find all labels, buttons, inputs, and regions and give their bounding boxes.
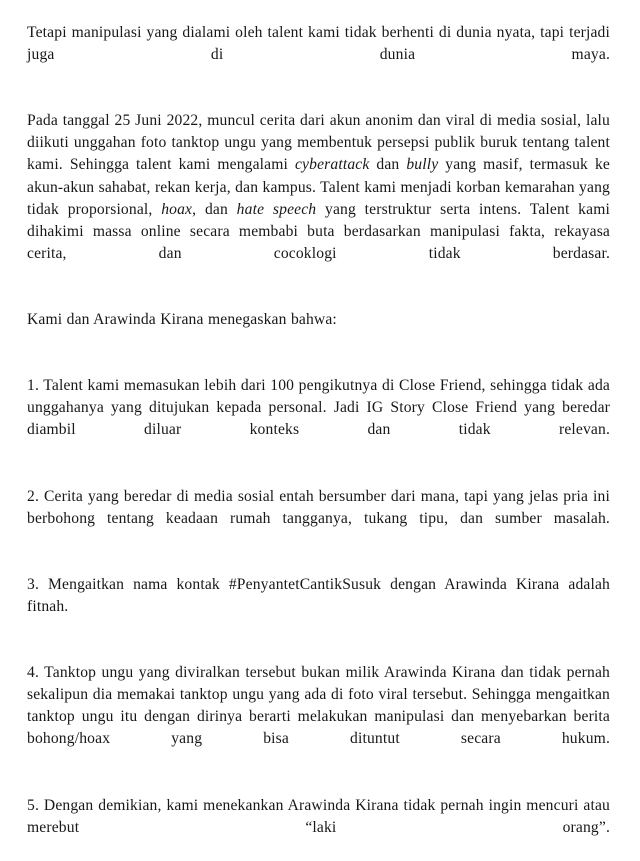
text-run: Kami dan Arawinda Kirana menegaskan bahwa: (27, 311, 337, 329)
emphasized-term: hate speech (236, 200, 317, 218)
paragraph-point-1-close-friend (27, 375, 610, 463)
paragraph-point-5-kesimpulan (27, 795, 610, 861)
paragraph-point-4-tanktop-ungu (27, 662, 610, 772)
text-run: Pada tanggal 25 Juni 2022, muncul cerita dari akun anonim dan viral di media sosial, lalu diikuti unggahan foto tanktop ungu yang membentuk persepsi publik buruk tentang talent kami. Sehingga talent kami mengalami (27, 112, 610, 174)
text-run: 3. Mengaitkan nama kontak #PenyantetCantikSusuk dengan Arawinda Kirana adalah fitnah. (27, 575, 610, 615)
paragraph-manipulasi-dunia-maya (27, 22, 610, 88)
emphasized-term: cyberattack (294, 156, 370, 174)
text-run: dan (369, 156, 407, 174)
text-run: 4. Tanktop ungu yang diviralkan tersebut bukan milik Arawinda Kirana dan tidak pernah sekalipun dia memakai tanktop ungu yang ada di foto viral tersebut. Sehingga mengaitkan tanktop ungu itu dengan dirinya berarti melakukan manipulasi dan menyebarkan berita bohong/hoax yang bisa dituntut secara hukum. (27, 664, 610, 748)
text-run: 1. Talent kami memasukan lebih dari 100 pengikutnya di Close Friend, sehingga tidak ada unggahanya yang ditujukan kepada personal. Jadi IG Story Close Friend yang beredar diambil diluar konteks dan tidak relevan. (27, 377, 610, 439)
text-run: 5. Dengan demikian, kami menekankan Arawinda Kirana tidak pernah ingin mencuri atau merebut “laki orang”. (27, 796, 610, 836)
emphasized-term: hoax (161, 200, 193, 218)
statement-text-body (27, 22, 610, 861)
text-run: Tetapi manipulasi yang dialami oleh talent kami tidak berhenti di dunia nyata, tapi terjadi juga di dunia maya. (27, 24, 610, 64)
paragraph-kronologi-25-juni-2022 (27, 110, 610, 287)
paragraph-point-2-cerita-beredar (27, 486, 610, 552)
paragraph-pernyataan-pembuka (27, 309, 610, 353)
text-run: yang masif, termasuk ke akun-akun sahabat, rekan kerja, dan kampus. Talent kami menjadi korban kemarahan yang tidak proporsional, (27, 156, 610, 218)
text-run: yang terstruktur serta intens. Talent kami dihakimi massa online secara membabi buta berdasarkan manipulasi fakta, rekayasa cerita, dan cocoklogi tidak berdasar. (27, 200, 610, 262)
paragraph-point-3-hashtag-fitnah (27, 574, 610, 640)
text-run: 2. Cerita yang beredar di media sosial entah bersumber dari mana, tapi yang jelas pria ini berbohong tentang keadaan rumah tangganya, tukang tipu, dan sumber masalah. (27, 487, 610, 527)
text-run: , dan (192, 200, 237, 218)
emphasized-term: bully (406, 156, 439, 174)
